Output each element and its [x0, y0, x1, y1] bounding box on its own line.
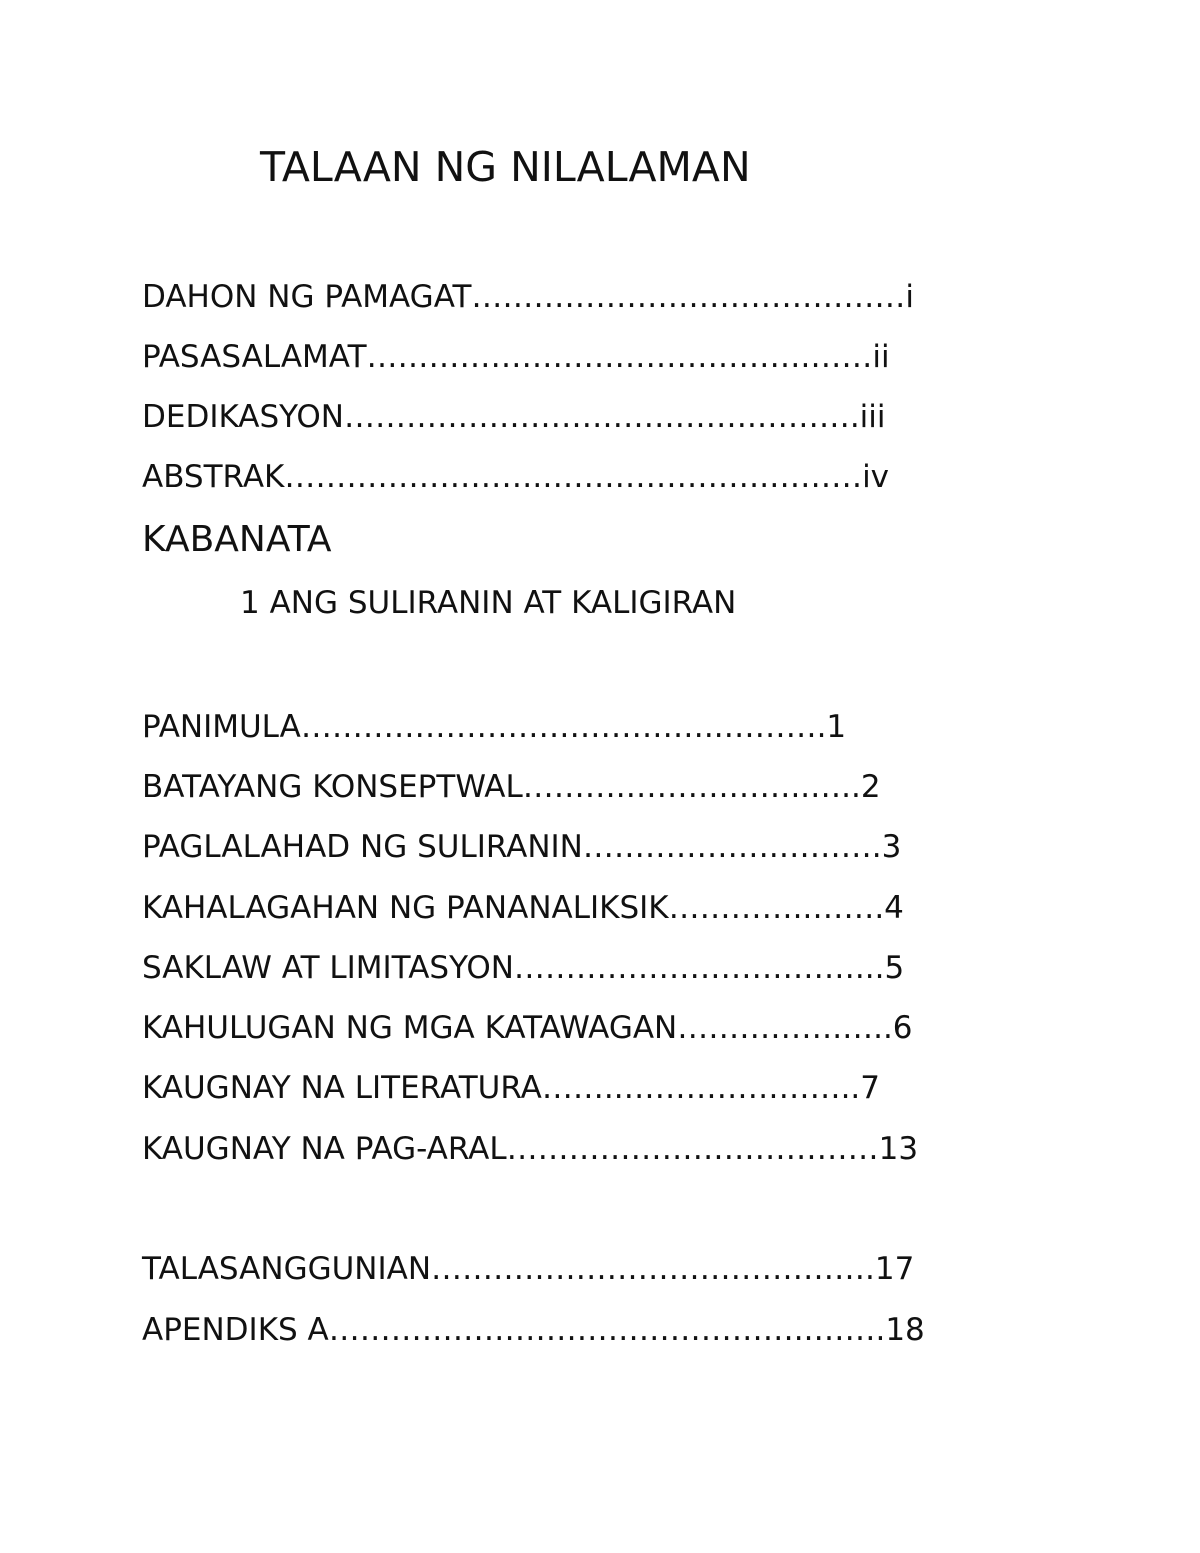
toc-entry-kaugnay-na-pag-aral: KAUGNAY NA PAG-ARAL………………………………13 — [142, 1131, 919, 1167]
toc-entry-panimula: PANIMULA…………………………………..……….1 — [142, 709, 847, 745]
toc-entry-batayang-konseptwal: BATAYANG KONSEPTWAL……….……….……..…..2 — [142, 769, 881, 805]
toc-entry-dahon-ng-pamagat: DAHON NG PAMAGAT……………………………………i — [142, 279, 915, 315]
page-title: TALAAN NG NILALAMAN — [260, 143, 751, 191]
toc-entry-pasasalamat: PASASALAMAT…………………………………….……ii — [142, 339, 890, 375]
chapter-subtitle: 1 ANG SULIRANIN AT KALIGIRAN — [240, 585, 737, 621]
toc-entry-paglalahad-ng-suliranin: PAGLALAHAD NG SULIRANIN……………….……….3 — [142, 829, 902, 865]
toc-entry-abstrak: ABSTRAK…………………….………………….………iv — [142, 459, 890, 495]
toc-entry-saklaw-at-limitasyon: SAKLAW AT LIMITASYON……………………………...5 — [142, 950, 905, 986]
toc-entry-kahulugan-ng-mga-katawagan: KAHULUGAN NG MGA KATAWAGAN…………….…..6 — [142, 1010, 913, 1046]
toc-entry-kahalagahan-ng-pananaliksik: KAHALAGAHAN NG PANANALIKSIK…………..…….4 — [142, 890, 904, 926]
toc-entry-talasanggunian: TALASANGGUNIAN…………………………………….17 — [142, 1251, 915, 1287]
toc-entry-dedikasyon: DEDIKASYON………………………………….……….iii — [142, 399, 886, 435]
toc-entry-apendiks-a: APENDIKS A………………………………………..…….18 — [142, 1312, 925, 1348]
chapter-heading: KABANATA — [142, 519, 332, 560]
toc-entry-kaugnay-na-literatura: KAUGNAY NA LITERATURA……..…………………..7 — [142, 1070, 881, 1106]
